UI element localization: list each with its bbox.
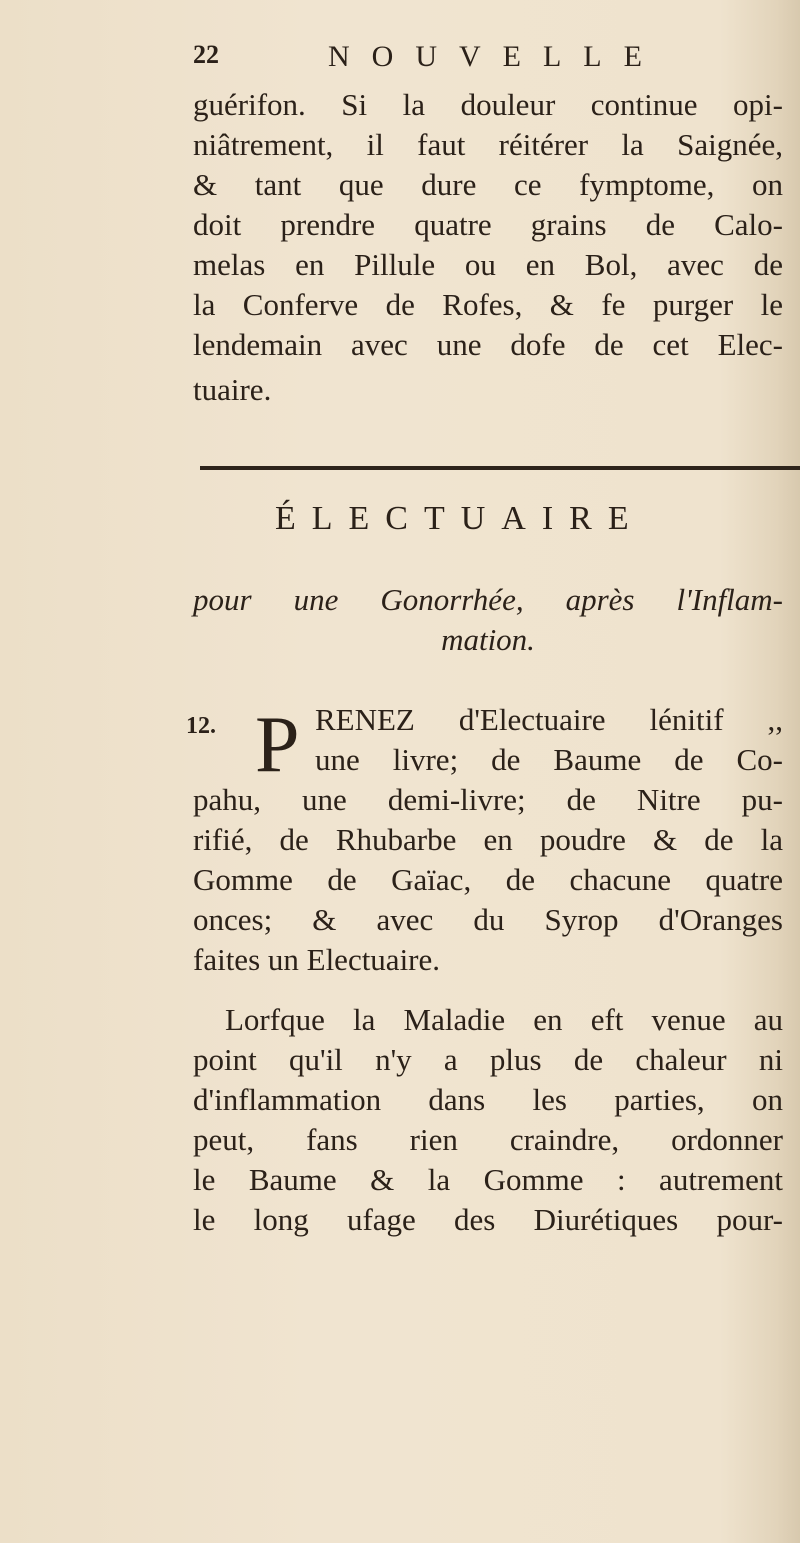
text-line: tuaire.: [193, 372, 272, 407]
text-line: d'inflammation dans les parties, on: [193, 1082, 783, 1117]
text-line: la Conferve de Rofes, & fe purger le: [193, 287, 783, 322]
text-line: point qu'il n'y a plus de chaleur ni: [193, 1042, 783, 1077]
text-line: Lorfque la Maladie en eft venue au: [225, 1002, 783, 1037]
page-number: 22: [193, 40, 219, 69]
page-header: [193, 40, 673, 80]
text-line: & tant que dure ce fymptome, on: [193, 167, 783, 202]
text-line: rifié, de Rhubarbe en poudre & de la: [193, 822, 783, 857]
text-line: le Baume & la Gomme : autrement: [193, 1162, 783, 1197]
text-line: faites un Electuaire.: [193, 942, 441, 977]
recipe-number: 12.: [186, 713, 216, 739]
text-line: guérifon. Si la douleur continue opi-: [193, 87, 783, 122]
text-line: niâtrement, il faut réitérer la Saignée,: [193, 127, 783, 162]
text-line: Gomme de Gaïac, de chacune quatre: [193, 862, 783, 897]
section-subtitle: mation.: [441, 622, 535, 657]
text-line: melas en Pillule ou en Bol, avec de: [193, 247, 783, 282]
section-title: ÉLECTUAIRE: [275, 500, 645, 537]
text-line: onces; & avec du Syrop d'Oranges: [193, 902, 783, 937]
text-line: lendemain avec une dofe de cet Elec-: [193, 327, 783, 362]
text-line: pahu, une demi-livre; de Nitre pu-: [193, 782, 783, 817]
text-line: une livre; de Baume de Co-: [315, 742, 783, 777]
section-divider: [200, 466, 800, 470]
section-subtitle: pour une Gonorrhée, après l'Inflam-: [193, 582, 783, 617]
text-line: doit prendre quatre grains de Calo-: [193, 207, 783, 242]
drop-cap: P: [255, 701, 300, 789]
text-line: le long ufage des Diurétiques pour-: [193, 1202, 783, 1237]
running-title: NOUVELLE: [328, 40, 664, 73]
text-line: RENEZ d'Electuaire lénitif ,,: [315, 702, 783, 737]
text-line: peut, fans rien craindre, ordonner: [193, 1122, 783, 1157]
